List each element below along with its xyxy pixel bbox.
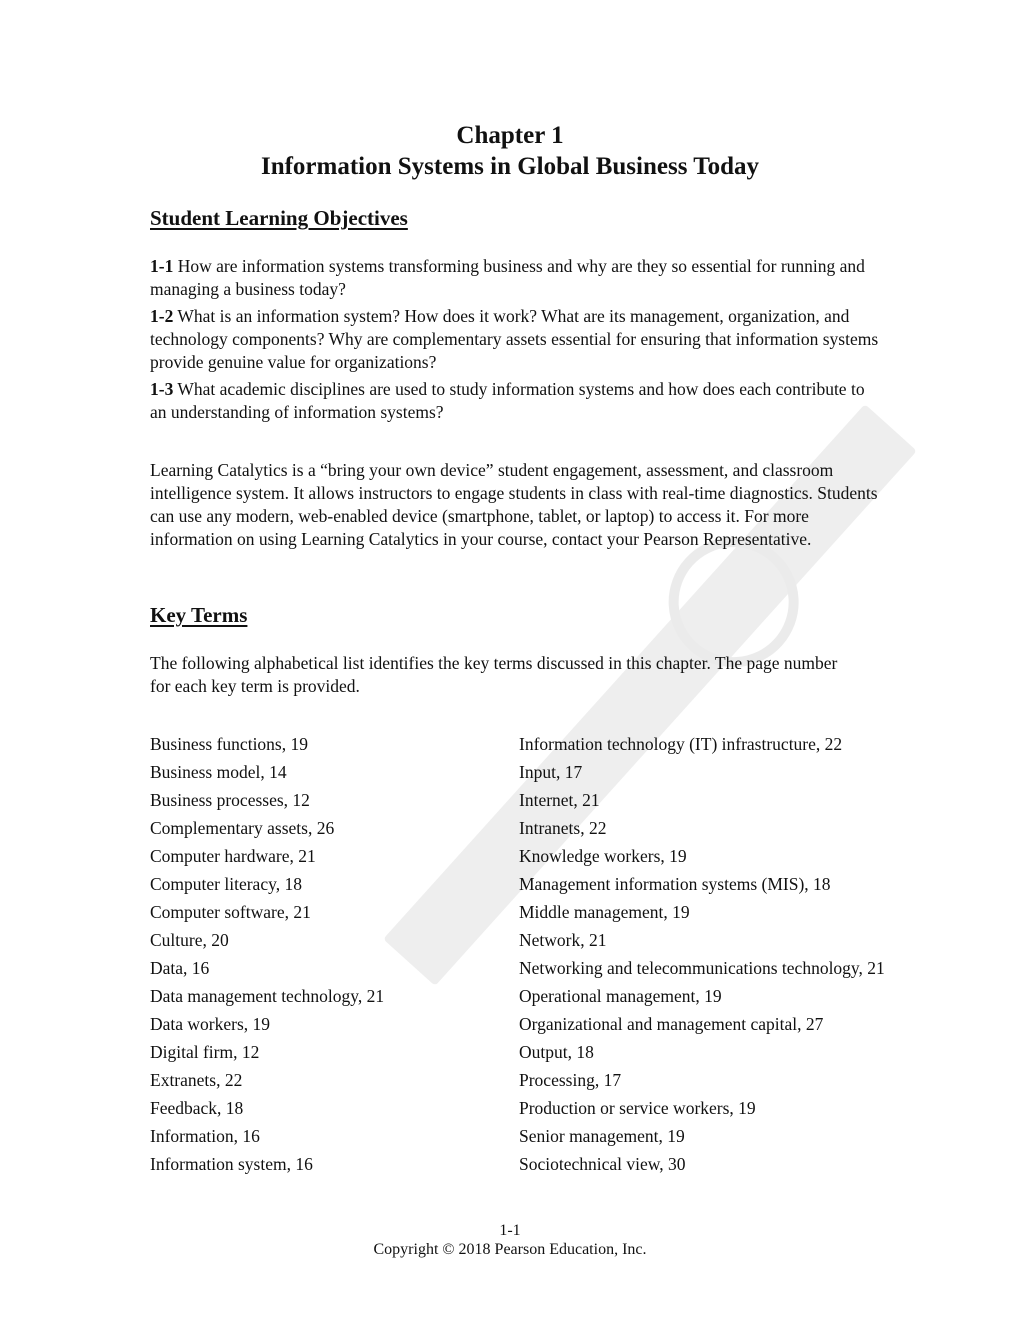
chapter-title: Information Systems in Global Business Today — [260, 153, 760, 180]
objective-text: What is an information system? How does it work? What are its management, organization, and technology components? Why are complementary assets essential for ensuring that information systems provide genuine value for organizations? — [150, 306, 879, 372]
key-term-item: Intranets, 22 — [519, 818, 607, 838]
key-term-item: Culture, 20 — [150, 930, 229, 950]
chapter-number: Chapter 1 — [456, 122, 564, 149]
key-term-item: Information technology (IT) infrastructure, 22 — [519, 734, 843, 754]
key-term-item: Data management technology, 21 — [150, 986, 385, 1006]
page-footer — [0, 1221, 1020, 1259]
key-term-item: Computer hardware, 21 — [150, 846, 316, 866]
key-term-item: Senior management, 19 — [519, 1126, 685, 1146]
page-number: 1-1 — [499, 1222, 521, 1239]
objective-item — [150, 378, 885, 424]
key-term-item: Knowledge workers, 19 — [519, 846, 687, 866]
objectives-list — [150, 255, 885, 428]
objectives-heading: Student Learning Objectives — [150, 206, 408, 230]
key-terms-right-column — [519, 730, 885, 1178]
key-term-item: Processing, 17 — [519, 1070, 622, 1090]
key-term-item: Business processes, 12 — [150, 790, 310, 810]
objective-text: How are information systems transforming business and why are they so essential for running and managing a business today? — [150, 256, 865, 299]
key-term-item: Management information systems (MIS), 18 — [519, 874, 831, 894]
key-term-item: Business functions, 19 — [150, 734, 308, 754]
copyright-notice: Copyright © 2018 Pearson Education, Inc. — [373, 1241, 647, 1258]
objective-text: What academic disciplines are used to study information systems and how does each contribute to an understanding of information systems? — [150, 379, 865, 422]
key-term-item: Data workers, 19 — [150, 1014, 271, 1034]
key-term-item: Input, 17 — [519, 762, 583, 782]
key-terms-heading: Key Terms — [150, 603, 248, 627]
key-term-item: Operational management, 19 — [519, 986, 722, 1006]
objective-number: 1-3 — [150, 379, 174, 399]
key-term-item: Sociotechnical view, 30 — [519, 1154, 686, 1174]
key-term-item: Organizational and management capital, 27 — [519, 1014, 824, 1034]
key-term-item: Production or service workers, 19 — [519, 1098, 756, 1118]
key-term-item: Data, 16 — [150, 958, 210, 978]
key-term-item: Middle management, 19 — [519, 902, 690, 922]
key-term-item: Complementary assets, 26 — [150, 818, 335, 838]
key-term-item: Digital firm, 12 — [150, 1042, 260, 1062]
objective-item — [150, 305, 885, 374]
objective-number: 1-2 — [150, 306, 174, 326]
key-term-item: Feedback, 18 — [150, 1098, 244, 1118]
key-term-item: Computer literacy, 18 — [150, 874, 302, 894]
key-term-item: Network, 21 — [519, 930, 607, 950]
learning-catalytics-paragraph: Learning Catalytics is a “bring your own device” student engagement, assessment, and classroom intelligence system. It allows instructors to engage students in class with real-time diagnostics. Students can use any modern, web-enabled device (smartphone, tablet, or laptop) to access it. For more information on using Learning Catalytics in your course, contact your Pearson Representative. — [150, 460, 878, 549]
key-term-item: Computer software, 21 — [150, 902, 311, 922]
objective-item — [150, 255, 885, 301]
key-terms-intro: The following alphabetical list identifies the key terms discussed in this chapter. The page number for each key term is provided. — [150, 653, 838, 696]
objective-number: 1-1 — [150, 256, 174, 276]
key-term-item: Internet, 21 — [519, 790, 600, 810]
key-term-item: Networking and telecommunications technology, 21 — [519, 958, 885, 978]
key-term-item: Information system, 16 — [150, 1154, 313, 1174]
key-term-item: Output, 18 — [519, 1042, 594, 1062]
key-term-item: Extranets, 22 — [150, 1070, 243, 1090]
chapter-heading — [0, 120, 1020, 182]
key-term-item: Business model, 14 — [150, 762, 287, 782]
key-terms-left-column — [150, 730, 384, 1178]
key-term-item: Information, 16 — [150, 1126, 260, 1146]
